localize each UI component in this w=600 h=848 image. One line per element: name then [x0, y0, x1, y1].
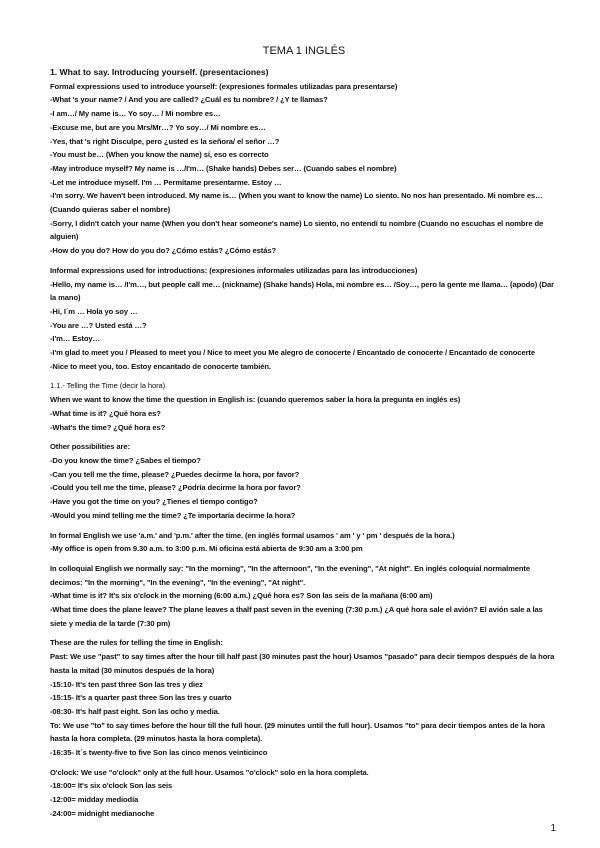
text-line: -Can you tell me the time, please? ¿Puedes decirme la hora, por favor? [50, 469, 300, 479]
paragraph-heading: 1.1.- Telling the Time (decir la hora) [50, 381, 166, 391]
text-line: -24:00= midnight medianoche [50, 808, 155, 818]
text-line: -You are …? Usted está …? [50, 320, 147, 330]
text-line: -I am…/ My name is… Yo soy… / Mi nombre es… [50, 109, 221, 119]
section-heading: 1. What to say. Introducing yourself. (presentaciones) [50, 67, 269, 77]
paragraph-block [50, 766, 558, 821]
text-line: When we want to know the time the question in English is: (cuando queremos saber la hora la pregunta en inglés es) [50, 395, 461, 405]
paragraph-heading: These are the rules for telling the time in English: [50, 638, 223, 648]
paragraph-heading: In colloquial English we normally say: "In the morning", "In the afternoon", "In the evening", "At night". En inglés coloquial normalmente decimos: "In the morning", "In the evening", "In the evening", "At night". [50, 563, 530, 587]
text-line: Past: We use "past" to say times after the hour till half past (30 minutes past the hour) Usamos "pasado" para decir tiempos después de la hora hasta la mitad (30 minutos después de la hora) [50, 652, 555, 675]
paragraph-heading: Formal expressions used to introduce yourself: (expresiones formales utilizadas para presentarse) [50, 81, 398, 91]
text-line: -I'm glad to meet you / Pleased to meet you / Nice to meet you Me alegro de conocerte / Encantado de conocerte / Encantado de conocerte [50, 348, 535, 358]
text-line: -May introduce myself? My name is …/I'm… (Shake hands) Debes ser… (Cuando sabes el nombre) [50, 163, 397, 173]
text-line: -Do you know the time? ¿Sabes el tiempo? [50, 455, 201, 465]
text-line: -Have you got the time on you? ¿Tienes el tiempo contigo? [50, 497, 258, 507]
text-line: -Nice to meet you, too. Estoy encantado de conocerte también. [50, 361, 271, 371]
text-line: -Could you tell me the time, please? ¿Podría decirme la hora por favor? [50, 483, 301, 493]
text-line: -15:15- It's a quarter past three Son las tres y cuarto [50, 693, 232, 703]
text-line: -I'm sorry. We haven't been introduced. My name is… (When you want to know the name) Lo siento. No nos han presentado. Mi nombre es… (Cuando quieras saber el nombre) [50, 191, 543, 215]
paragraph-block [50, 562, 558, 631]
text-line: -You must be… (When you know the name) sí, eso es correcto [50, 150, 269, 160]
text-line: -What time does the plane leave? The plane leaves a thalf past seven in the evening (7:30 p.m.) ¿A qué hora sale el avión? El avión sale a las siete y media de la tarde (7:30 pm) [50, 605, 543, 628]
document-title: TEMA 1 INGLÉS [262, 45, 346, 57]
text-line: -Sorry, I didn't catch your name (When you don't hear someone's name) Lo siento, no entendí tu nombre (Cuando no escuchas el nombre de alguien) [50, 218, 544, 242]
text-line: -18:00= It's six o'clock Son las seis [50, 781, 173, 791]
text-line: -Would you mind telling me the time? ¿Te importaría decirme la hora? [50, 510, 296, 520]
text-line: -12:00= midday mediodía [50, 795, 139, 805]
text-line: -What 's your name? / And you are called? ¿Cuál es tu nombre? / ¿Y te llamas? [50, 95, 328, 105]
text-line: -I'm… Estoy… [50, 334, 100, 344]
document-body [50, 80, 558, 821]
text-line: -What time is it? It's six o'clock in the morning (6:00 a.m.) ¿Qué hora es? Son las seis de la mañana (6:00 am) [50, 591, 433, 601]
paragraph-block [50, 264, 558, 374]
text-line: -08:30- It's half past eight. Son las ocho y media. [50, 706, 220, 716]
text-line: -My office is open from 9.30 a.m. to 3:00 p.m. Mi oficina está abierta de 9:30 am a 3:00 pm [50, 544, 363, 554]
text-line: -Hello, my name is… /I'm…, but people call me… (nickname) (Shake hands) Hola, mi nombre es… /Soy…, pero la gente me llama… (apodo) (Dar la mano) [50, 279, 554, 303]
paragraph-heading: O'clock: We use "o'clock" only at the full hour. Usamos "o'clock" solo en la hora completa. [50, 767, 369, 777]
paragraph-block [50, 379, 558, 434]
page-number: 1 [550, 823, 556, 834]
paragraph-block [50, 440, 558, 522]
paragraph-block [50, 80, 558, 258]
text-line: To: We use "to" to say times before the hour till the full hour. (29 minutes until the full hour). Usamos "to" para decir tiempos antes de la hora hasta la hora completa. (29 minutos hasta la hora completa). [50, 720, 545, 744]
text-line: -Excuse me, but are you Mrs/Mr…? Yo soy…/ Mi nombre es… [50, 122, 266, 132]
paragraph-block [50, 529, 558, 556]
text-line: -What time is it? ¿Qué hora es? [50, 408, 161, 418]
paragraph-heading: In formal English we use 'a.m.' and 'p.m.' after the time. (en inglés formal usamos ' am ' y ' pm ' después de la hora.) [50, 530, 455, 540]
document-page [50, 44, 558, 827]
text-line: -How do you do? How do you do? ¿Cómo estás? ¿Cómo estás? [50, 246, 277, 256]
text-line: -16:35- It´s twenty-five to five Son las cinco menos veinticinco [50, 748, 268, 758]
text-line: -15:10- It's ten past three Son las tres y diez [50, 679, 203, 689]
text-line: -Let me introduce myself. I'm … Permítame presentarme. Estoy … [50, 177, 282, 187]
text-line: -Hi, I´m … Hola yo soy … [50, 306, 138, 316]
text-line: -Yes, that 's right Disculpe, pero ¿usted es la señora/ el señor …? [50, 136, 280, 146]
paragraph-heading: Other possibilities are: [50, 442, 130, 452]
text-line: -What's the time? ¿Qué hora es? [50, 422, 166, 432]
paragraph-heading: Informal expressions used for introductions: (expresiones informales utilizadas para las introducciones) [50, 265, 418, 275]
paragraph-block [50, 636, 558, 759]
